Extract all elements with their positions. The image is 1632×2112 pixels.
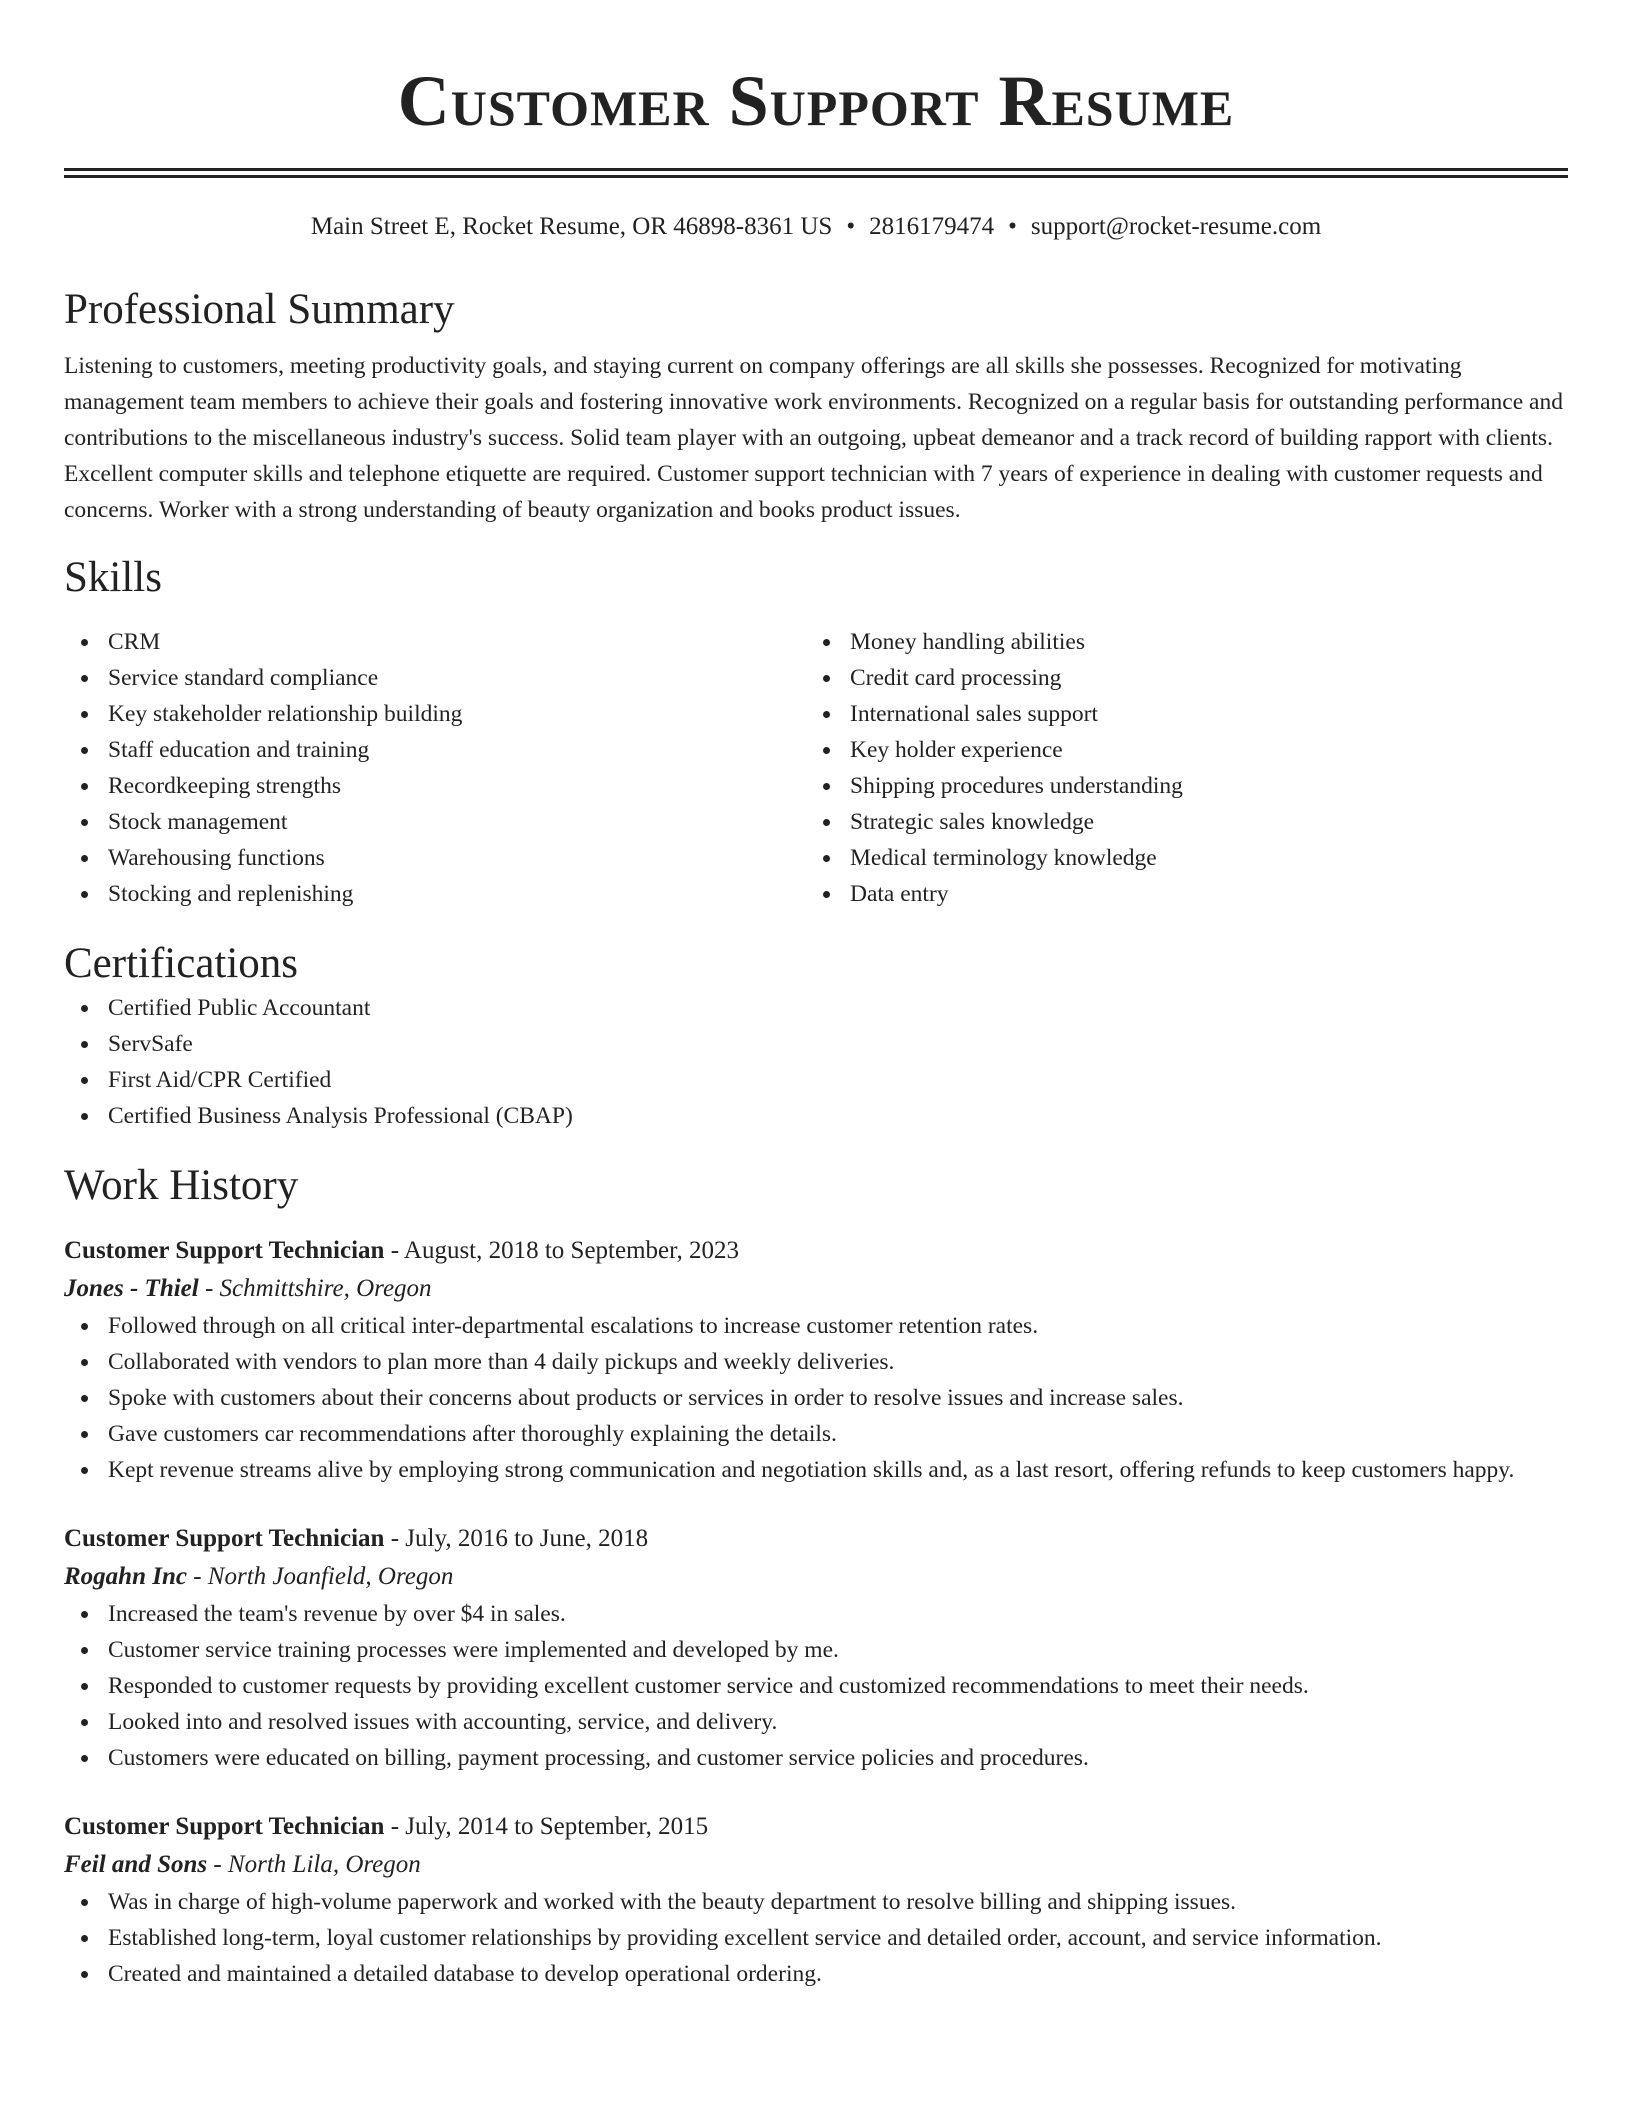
job-dates: - July, 2014 to September, 2015 <box>384 1813 709 1840</box>
work-history-heading: Work History <box>64 1162 299 1209</box>
job-role: Customer Support Technician <box>64 1237 385 1264</box>
skill-item: Data entry <box>806 876 1548 912</box>
skill-item: Money handling abilities <box>806 624 1548 660</box>
job-title-line <box>64 1520 1568 1558</box>
skill-item: Stocking and replenishing <box>64 876 806 912</box>
skill-item: International sales support <box>806 696 1548 732</box>
job-bullet-list <box>64 1308 1568 1488</box>
contact-line <box>64 212 1568 242</box>
job-company-line <box>64 1846 1568 1884</box>
job-entry <box>64 1808 1568 1992</box>
job-bullet-list <box>64 1596 1568 1776</box>
job-bullet: Was in charge of high-volume paperwork and worked with the beauty department to resolve billing and shipping issues. <box>64 1884 1568 1920</box>
job-bullet: Customers were educated on billing, payment processing, and customer service policies and procedures. <box>64 1740 1568 1776</box>
skill-item: Key stakeholder relationship building <box>64 696 806 732</box>
skill-item: Shipping procedures understanding <box>806 768 1548 804</box>
job-company: Feil and Sons <box>64 1851 208 1878</box>
title-double-rule <box>64 168 1568 178</box>
certification-item: ServSafe <box>64 1026 1568 1062</box>
job-dates: - July, 2016 to June, 2018 <box>384 1525 649 1552</box>
job-bullet: Customer service training processes were implemented and developed by me. <box>64 1632 1568 1668</box>
skill-item: Medical terminology knowledge <box>806 840 1548 876</box>
job-bullet: Gave customers car recommendations after thoroughly explaining the details. <box>64 1416 1568 1452</box>
job-bullet-list <box>64 1884 1568 1992</box>
certification-item: First Aid/CPR Certified <box>64 1062 1568 1098</box>
job-bullet: Responded to customer requests by providing excellent customer service and customized recommendations to meet their needs. <box>64 1668 1568 1704</box>
job-role: Customer Support Technician <box>64 1813 385 1840</box>
job-location: - Schmittshire, Oregon <box>198 1275 432 1302</box>
job-bullet: Increased the team's revenue by over $4 in sales. <box>64 1596 1568 1632</box>
job-entry <box>64 1520 1568 1776</box>
contact-separator: • <box>1008 213 1017 240</box>
job-dates: - August, 2018 to September, 2023 <box>384 1237 739 1264</box>
skills-columns <box>64 624 1568 912</box>
job-bullet: Looked into and resolved issues with accounting, service, and delivery. <box>64 1704 1568 1740</box>
job-entry <box>64 1232 1568 1488</box>
skill-item: Staff education and training <box>64 732 806 768</box>
summary-heading: Professional Summary <box>64 286 455 333</box>
certification-item: Certified Business Analysis Professional (CBAP) <box>64 1098 1568 1134</box>
job-bullet: Spoke with customers about their concerns about products or services in order to resolve issues and increase sales. <box>64 1380 1568 1416</box>
skills-list-right <box>806 624 1548 912</box>
contact-separator: • <box>846 213 856 240</box>
job-role: Customer Support Technician <box>64 1525 385 1552</box>
contact-phone: 2816179474 <box>869 213 995 240</box>
skills-list-left <box>64 624 806 912</box>
summary-text: Listening to customers, meeting productivity goals, and staying current on company offerings are all skills she possesses. Recognized for motivating management team members to achieve their goals and fostering innovative work environments. Recognized on a regular basis for outstanding performance and contributions to the miscellaneous industry's success. Solid team player with an outgoing, upbeat demeanor and a track record of building rapport with clients. Excellent computer skills and telephone etiquette are required. Customer support technician with 7 years of experience in dealing with customer requests and concerns. Worker with a strong understanding of beauty organization and books product issues. <box>64 353 1563 523</box>
job-company-line <box>64 1558 1568 1596</box>
resume-page <box>64 0 1568 1992</box>
job-bullet: Kept revenue streams alive by employing strong communication and negotiation skills and, as a last resort, offering refunds to keep customers happy. <box>64 1452 1568 1488</box>
resume-title: Customer Support Resume <box>397 61 1235 141</box>
skill-item: Credit card processing <box>806 660 1548 696</box>
skills-column-left <box>64 624 806 912</box>
skill-item: Strategic sales knowledge <box>806 804 1548 840</box>
skill-item: Warehousing functions <box>64 840 806 876</box>
job-location: - North Joanfield, Oregon <box>186 1563 454 1590</box>
contact-address: Main Street E, Rocket Resume, OR 46898-8361 US <box>310 213 833 240</box>
skill-item: Key holder experience <box>806 732 1548 768</box>
skills-heading: Skills <box>64 554 162 601</box>
job-bullet: Collaborated with vendors to plan more than 4 daily pickups and weekly deliveries. <box>64 1344 1568 1380</box>
job-location: - North Lila, Oregon <box>207 1851 421 1878</box>
job-title-line <box>64 1808 1568 1846</box>
skills-column-right <box>806 624 1548 912</box>
job-bullet: Followed through on all critical inter-departmental escalations to increase customer retention rates. <box>64 1308 1568 1344</box>
certifications-list <box>64 990 1568 1134</box>
job-company: Jones - Thiel <box>64 1275 199 1302</box>
job-company-line <box>64 1270 1568 1308</box>
contact-email: support@rocket-resume.com <box>1030 213 1322 240</box>
skill-item: Recordkeeping strengths <box>64 768 806 804</box>
certification-item: Certified Public Accountant <box>64 990 1568 1026</box>
job-bullet: Created and maintained a detailed database to develop operational ordering. <box>64 1956 1568 1992</box>
job-title-line <box>64 1232 1568 1270</box>
skill-item: Service standard compliance <box>64 660 806 696</box>
skill-item: Stock management <box>64 804 806 840</box>
skill-item: CRM <box>64 624 806 660</box>
job-bullet: Established long-term, loyal customer relationships by providing excellent service and detailed order, account, and service information. <box>64 1920 1568 1956</box>
job-company: Rogahn Inc <box>64 1563 187 1590</box>
certifications-heading: Certifications <box>64 940 299 987</box>
